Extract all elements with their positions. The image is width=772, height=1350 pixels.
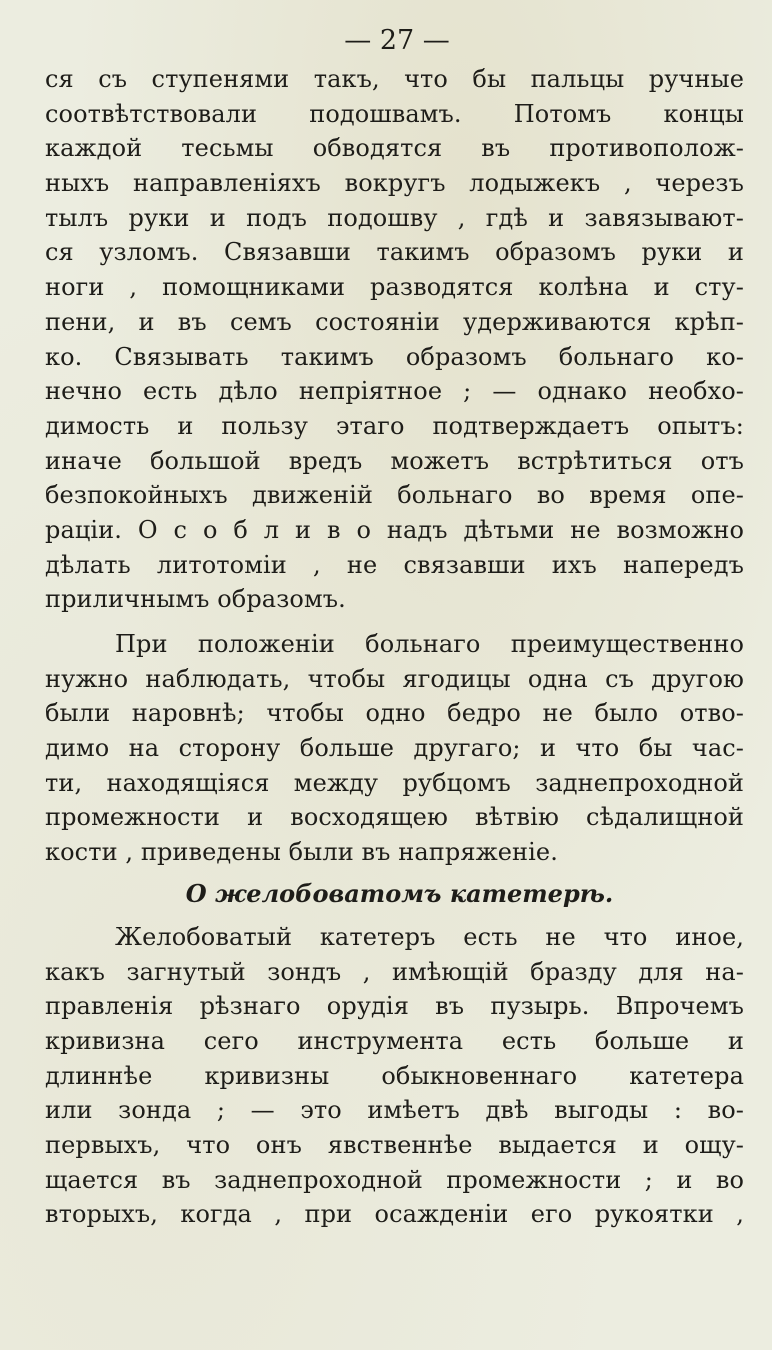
- text-line: ноги , помощниками разводятся колѣна и сту-: [45, 273, 744, 302]
- text-line: ти, находящіяся между рубцомъ заднепроходной: [45, 768, 744, 797]
- text-line: соотвѣтствовали подошвамъ. Потомъ концы: [45, 99, 744, 128]
- text-line: димо на сторону больше другаго; и что бы час-: [45, 734, 744, 763]
- paragraph-patient-position: [45, 627, 744, 870]
- text-line: первыхъ, что онъ явственнѣе выдается и ощу-: [45, 1130, 744, 1159]
- text-line: ся съ ступенями такъ, что бы пальцы ручные: [45, 65, 744, 93]
- text-line: Желобоватый катетеръ есть не что иное,: [115, 922, 744, 951]
- text-line: правленія рѣзнаго орудія въ пузырь. Впрочемъ: [45, 992, 744, 1021]
- text-line: димость и пользу этаго подтверждаетъ опытъ:: [45, 411, 744, 440]
- text-line: приличнымъ образомъ.: [45, 585, 346, 614]
- text-line: были наровнѣ; чтобы одно бедро не было отво-: [45, 699, 744, 728]
- text-line: иначе большой вредъ можетъ встрѣтиться отъ: [45, 446, 744, 475]
- text-line: безпокойныхъ движеній больнаго во время опе-: [45, 481, 744, 510]
- paragraph-spacer: [45, 617, 744, 627]
- text-line: раціи. О с о б л и в о надъ дѣтьми не возможно: [45, 515, 744, 544]
- text-line: ко. Связывать такимъ образомъ больнаго ко-: [45, 342, 744, 371]
- text-line: дѣлать литотоміи , не связавши ихъ напередъ: [45, 550, 744, 579]
- paragraph-grooved-catheter: [45, 920, 744, 1232]
- text-line: ныхъ направленіяхъ вокругъ лодыжекъ , черезъ: [45, 169, 744, 198]
- section-heading: О желобоватомъ катетерѣ.: [185, 878, 614, 908]
- text-line: щается въ заднепроходной промежности ; и во: [45, 1165, 744, 1194]
- text-line: каждой тесьмы обводятся въ противополож-: [45, 134, 744, 163]
- page-number: — 27 —: [344, 25, 450, 56]
- text-line: промежности и восходящею вѣтвію сѣдалищной: [45, 803, 744, 832]
- text-line: длиннѣе кривизны обыкновеннаго катетера: [45, 1061, 744, 1090]
- text-line: При положеніи больнаго преимущественно: [115, 630, 744, 658]
- text-line: вторыхъ, когда , при осажденіи его рукоятки ,: [45, 1200, 744, 1229]
- text-line: какъ загнутый зондъ , имѣющій бразду для на-: [45, 957, 744, 986]
- text-line: нужно наблюдать, чтобы ягодицы одна съ другою: [45, 664, 744, 693]
- text-line: нечно есть дѣло непріятное ; — однако необхо-: [45, 377, 744, 406]
- text-line: или зонда ; — это имѣетъ двѣ выгоды : во-: [45, 1096, 744, 1125]
- text-line: кривизна сего инструмента есть больше и: [45, 1026, 744, 1055]
- text-line: кости , приведены были въ напряженіе.: [45, 838, 558, 867]
- paragraph-binding-procedure: [45, 62, 744, 617]
- text-line: ся узломъ. Связавши такимъ образомъ руки и: [45, 238, 744, 267]
- text-line: пени, и въ семъ состояніи удерживаются крѣп-: [45, 307, 744, 336]
- text-line: тылъ руки и подъ подошву , гдѣ и завязывают-: [45, 203, 744, 232]
